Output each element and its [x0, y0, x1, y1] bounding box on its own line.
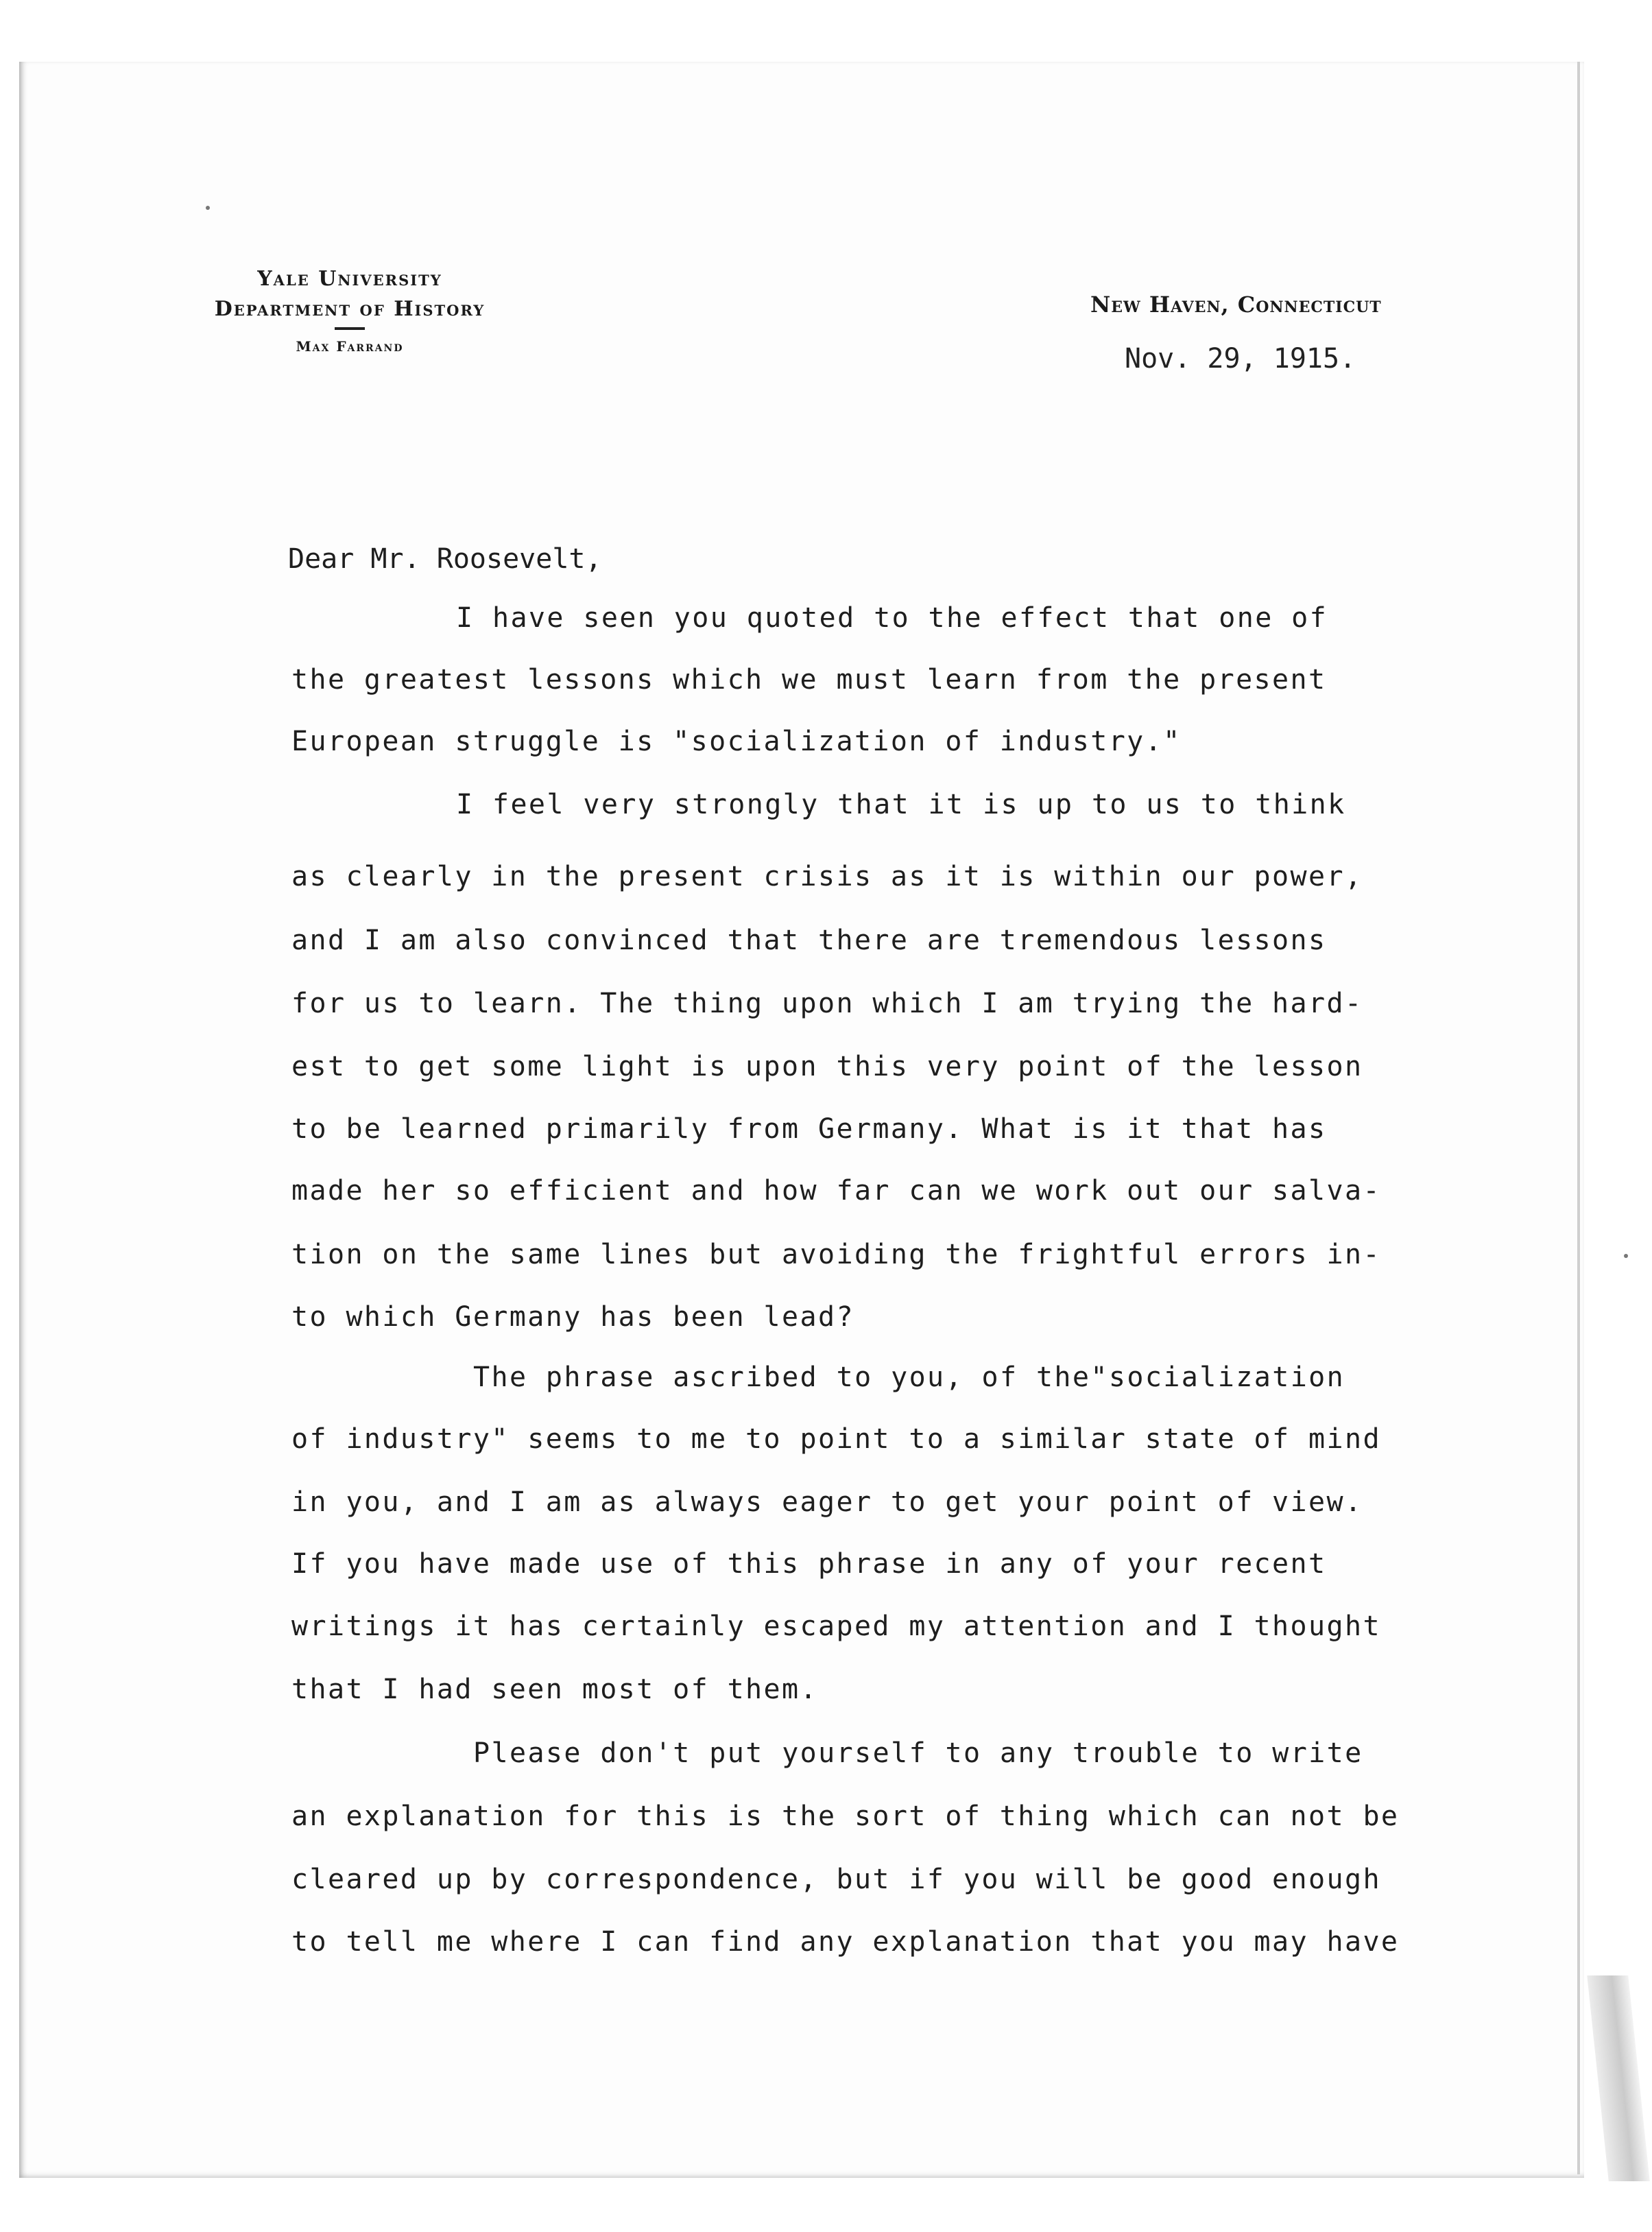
page-edge [1577, 62, 1580, 2174]
body-line: made her so efficient and how far can we work out our salva- [291, 1175, 1381, 1207]
letterhead-location: New Haven, Connecticut [1090, 292, 1382, 318]
salutation: Dear Mr. Roosevelt, [288, 543, 602, 575]
body-line: for us to learn. The thing upon which I am trying the hard- [291, 988, 1363, 1019]
body-line: in you, and I am as always eager to get your point of view. [291, 1486, 1363, 1518]
body-line: the greatest lessons which we must learn from the present [291, 664, 1327, 696]
letterhead [199, 264, 501, 356]
scan-speck [1624, 1254, 1628, 1258]
body-line: European struggle is "socialization of industry." [291, 726, 1182, 757]
body-line: as clearly in the present crisis as it is within our power, [291, 861, 1363, 892]
institution-name: Yale University [257, 267, 442, 291]
body-line: to be learned primarily from Germany. What is it that has [291, 1113, 1327, 1145]
body-line: and I am also convinced that there are tremendous lessons [291, 925, 1327, 956]
body-line: of industry" seems to me to point to a similar state of mind [291, 1423, 1381, 1455]
body-line: If you have made use of this phrase in any of your recent [291, 1548, 1327, 1580]
body-line: tion on the same lines but avoiding the frightful errors in- [291, 1239, 1381, 1270]
body-line: est to get some light is upon this very point of the lesson [291, 1051, 1363, 1082]
body-line: I feel very strongly that it is up to us to think [456, 789, 1346, 820]
body-line: cleared up by correspondence, but if you will be good enough [291, 1864, 1381, 1895]
body-line: I have seen you quoted to the effect that one of [456, 602, 1328, 634]
body-line: that I had seen most of them. [291, 1674, 818, 1705]
body-line: to which Germany has been lead? [291, 1301, 854, 1333]
body-line: writings it has certainly escaped my attention and I thought [291, 1611, 1381, 1642]
body-line: to tell me where I can find any explanation that you may have [291, 1926, 1400, 1958]
letter-date: Nov. 29, 1915. [1125, 343, 1356, 375]
department-name: Department of History [214, 297, 486, 321]
body-line: The phrase ascribed to you, of the"socialization [473, 1362, 1345, 1393]
scan-speck [206, 206, 210, 210]
letterhead-divider [335, 327, 365, 330]
author-name: Max Farrand [296, 338, 404, 355]
body-line: Please don't put yourself to any trouble to write [473, 1737, 1363, 1769]
body-line: an explanation for this is the sort of thing which can not be [291, 1801, 1400, 1832]
